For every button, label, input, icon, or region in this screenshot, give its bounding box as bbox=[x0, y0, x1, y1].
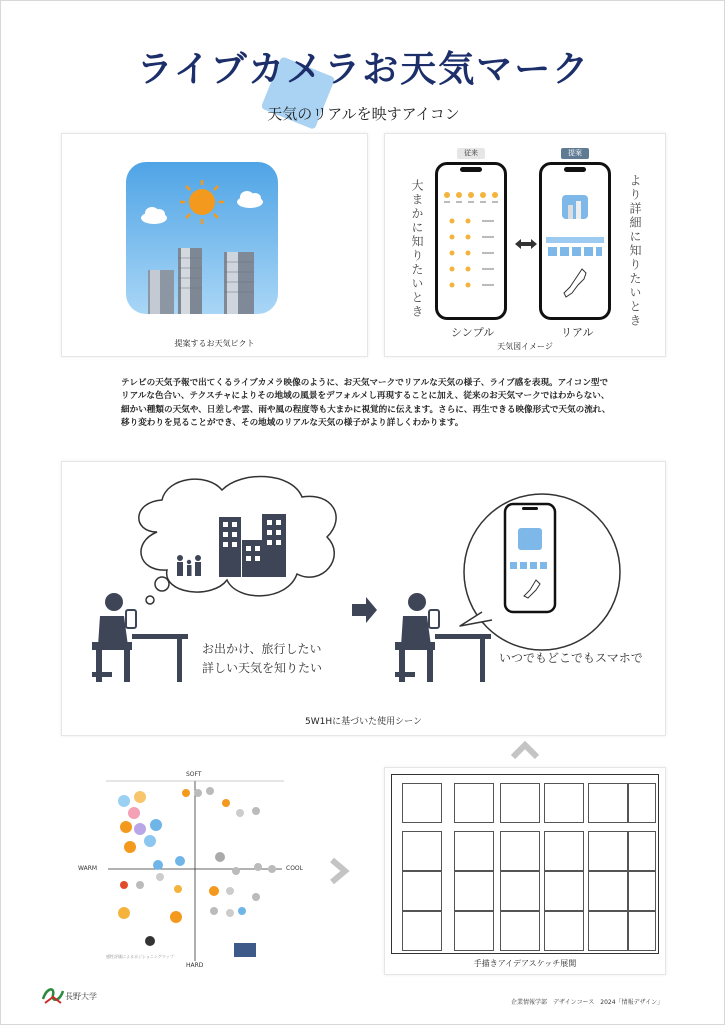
scene-right-text: いつでもどこでもスマホで bbox=[499, 651, 643, 665]
page-subtitle: 天気のリアルを映すアイコン bbox=[267, 105, 460, 123]
page-title: ライブカメラお天気マーク bbox=[136, 49, 591, 90]
phone-real bbox=[539, 162, 611, 320]
phone-simple bbox=[435, 162, 507, 320]
phone-in-bubble-icon bbox=[505, 504, 555, 612]
university-logo-icon bbox=[41, 983, 65, 1005]
map-icon-cluster bbox=[118, 787, 276, 957]
simple-label: シンプル bbox=[451, 326, 495, 339]
real-forecast-screen bbox=[542, 165, 608, 317]
right-arrow-icon bbox=[352, 597, 377, 623]
double-arrow-icon bbox=[513, 238, 539, 250]
sketch-sheet bbox=[391, 774, 659, 954]
chevron-up-icon bbox=[510, 741, 540, 761]
description-text: テレビの天気予報で出てくるライブカメラ映像のように、お天気マークでリアルな天気の様子、ライブ感を表現。アイコン型でリアルな色合い、テクスチャによりその地域の風景をデフォルメし再現することに加え、従来のお天気マークではわからない、細かい種類の天気や、日差しや雲、雨や風の程度等も大まかに視覚的に伝えます。さらに、再生できる映像形式で天気の流れ、移り変わりを見ることができ、その地域のリアルな天気の様子がより詳しくわかります。 bbox=[121, 378, 611, 428]
scene-left-line1: お出かけ、旅行したい bbox=[202, 642, 322, 656]
right-vertical-text: より詳細に知りたいとき bbox=[628, 174, 642, 328]
scene-left-text bbox=[202, 640, 322, 677]
real-label: リアル bbox=[561, 326, 594, 339]
cloud-right-icon bbox=[237, 191, 263, 208]
scene-panel bbox=[61, 461, 666, 736]
compare-panel-caption: 天気図イメージ bbox=[497, 342, 553, 351]
buildings-icon bbox=[148, 248, 254, 314]
person-with-phone-left-icon bbox=[92, 593, 188, 682]
sketch-panel bbox=[384, 767, 666, 975]
sketch-caption: 手描きアイデアスケッチ展開 bbox=[473, 959, 577, 968]
conventional-tag: 従来 bbox=[457, 148, 485, 159]
university-name: 長野大学 bbox=[65, 992, 97, 1001]
city-sun-illustration bbox=[126, 162, 278, 314]
sun-row-icons bbox=[444, 192, 498, 198]
map-caption: 感性評価によるポジショニングマップ bbox=[106, 954, 174, 959]
left-vertical-text: 大まかに知りたいとき bbox=[410, 179, 424, 319]
map-warm-label: WARM bbox=[78, 865, 98, 872]
proposal-tag: 提案 bbox=[561, 148, 589, 159]
weather-app-icon bbox=[126, 162, 278, 314]
footer-credit: 企業情報学部 デザインコース 2024「情報デザイン」 bbox=[511, 999, 664, 1006]
japan-map-icon bbox=[564, 269, 586, 297]
title-block bbox=[1, 41, 725, 92]
positioning-map bbox=[106, 771, 284, 966]
map-cool-label: COOL bbox=[286, 865, 303, 872]
scene-left-line2: 詳しい天気を知りたい bbox=[202, 660, 323, 675]
icon-panel bbox=[61, 133, 368, 357]
compare-panel bbox=[384, 133, 666, 357]
map-soft-label: SOFT bbox=[186, 771, 202, 778]
chevron-right-icon bbox=[328, 857, 350, 885]
scene-illustration bbox=[62, 462, 667, 712]
sun-icon bbox=[180, 180, 224, 224]
map-hard-label: HARD bbox=[186, 962, 204, 969]
simple-forecast-screen bbox=[438, 165, 504, 317]
positioning-map-panel bbox=[78, 771, 303, 969]
scene-caption: 5W1Hに基づいた使用シーン bbox=[305, 717, 422, 727]
icon-panel-caption: 提案するお天気ピクト bbox=[174, 339, 255, 348]
weekly-list bbox=[450, 219, 495, 288]
cloud-left-icon bbox=[141, 207, 167, 224]
